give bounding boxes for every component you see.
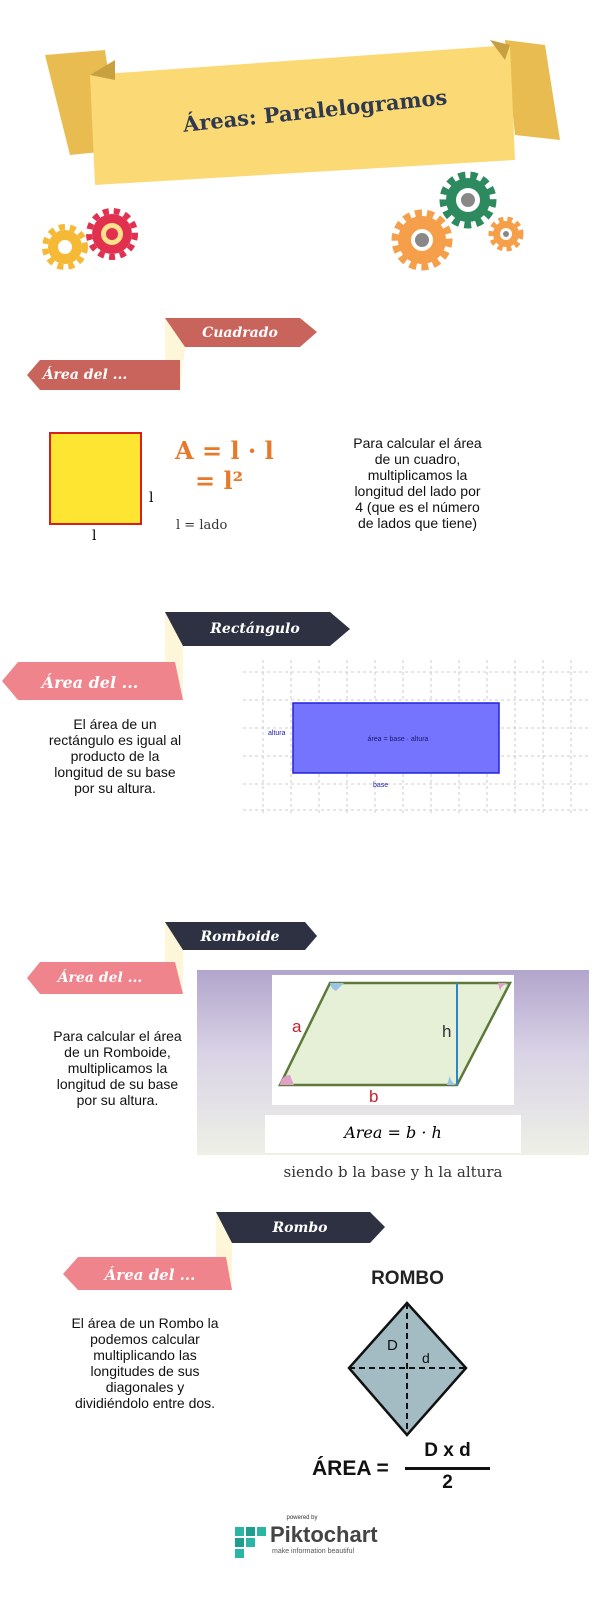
tag-rombo: Rombo: [272, 1220, 328, 1236]
tag-area-rectangulo: Área del ...: [41, 673, 139, 692]
square-bottom-label: l: [92, 528, 97, 544]
rombo-formula-denominator: 2: [442, 1472, 453, 1493]
romboide-label-a: a: [292, 1017, 302, 1036]
gears-left-icon: [35, 205, 145, 275]
tag-romboide: Romboide: [200, 929, 280, 945]
rombo-description: El área de un Rombo la podemos calcular multiplicando las longitudes de sus diagonales y dividiéndolo entre dos.: [71, 1315, 219, 1411]
rombo-formula-left: ÁREA =: [312, 1457, 389, 1480]
rombo-fraction-bar: [405, 1467, 490, 1470]
cuadrado-description: Para calcular el área de un cuadro, multiplicamos la longitud del lado por 4 (que es el número de lados que tiene): [353, 435, 482, 531]
gears-right-icon: [385, 170, 535, 275]
tag-area-cuadrado: Área del ...: [42, 367, 128, 383]
rombo-diagram: [345, 1300, 470, 1440]
romboide-label-h: h: [442, 1022, 452, 1041]
rombo-label-d: d: [422, 1350, 430, 1366]
square-side-label: l: [149, 490, 154, 506]
page-title: Áreas: Paralelogramos: [181, 84, 449, 137]
footer-tagline: make information beautiful: [272, 1548, 355, 1555]
tag-rectangulo: Rectángulo: [210, 621, 300, 637]
tag-area-romboide: Área del ...: [57, 970, 143, 986]
rect-base-label: base: [373, 782, 389, 789]
rectangulo-description: El área de un rectángulo es igual al producto de la longitud de su base por su altura.: [48, 716, 182, 796]
romboide-caption: siendo b la base y h la altura: [283, 1163, 503, 1181]
romboide-diagram: [272, 975, 514, 1105]
square-shape: [49, 432, 142, 525]
romboide-label-b: b: [369, 1087, 379, 1106]
romboide-formula: Area = b · h: [344, 1123, 442, 1142]
rect-altura-label: altura: [268, 730, 286, 737]
rect-inner-label: área = base · altura: [367, 736, 429, 743]
rombo-formula-numerator: D x d: [424, 1440, 471, 1461]
square-legend: l = lado: [176, 518, 228, 533]
romboide-description: Para calcular el área de un Romboide, multiplicamos la longitud de su base por su altura.: [53, 1028, 182, 1108]
tag-cuadrado: Cuadrado: [202, 325, 278, 341]
square-formula-2: = l²: [195, 466, 244, 495]
piktochart-logo-icon: [233, 1525, 267, 1559]
footer-powered: powered by: [286, 1515, 318, 1521]
rombo-label-D: D: [387, 1337, 398, 1354]
footer-brand[interactable]: Piktochart: [270, 1522, 378, 1547]
rombo-diagram-title: ROMBO: [371, 1268, 444, 1289]
square-formula-1: A = l · l: [175, 436, 274, 465]
tag-area-rombo: Área del ...: [104, 1266, 196, 1284]
